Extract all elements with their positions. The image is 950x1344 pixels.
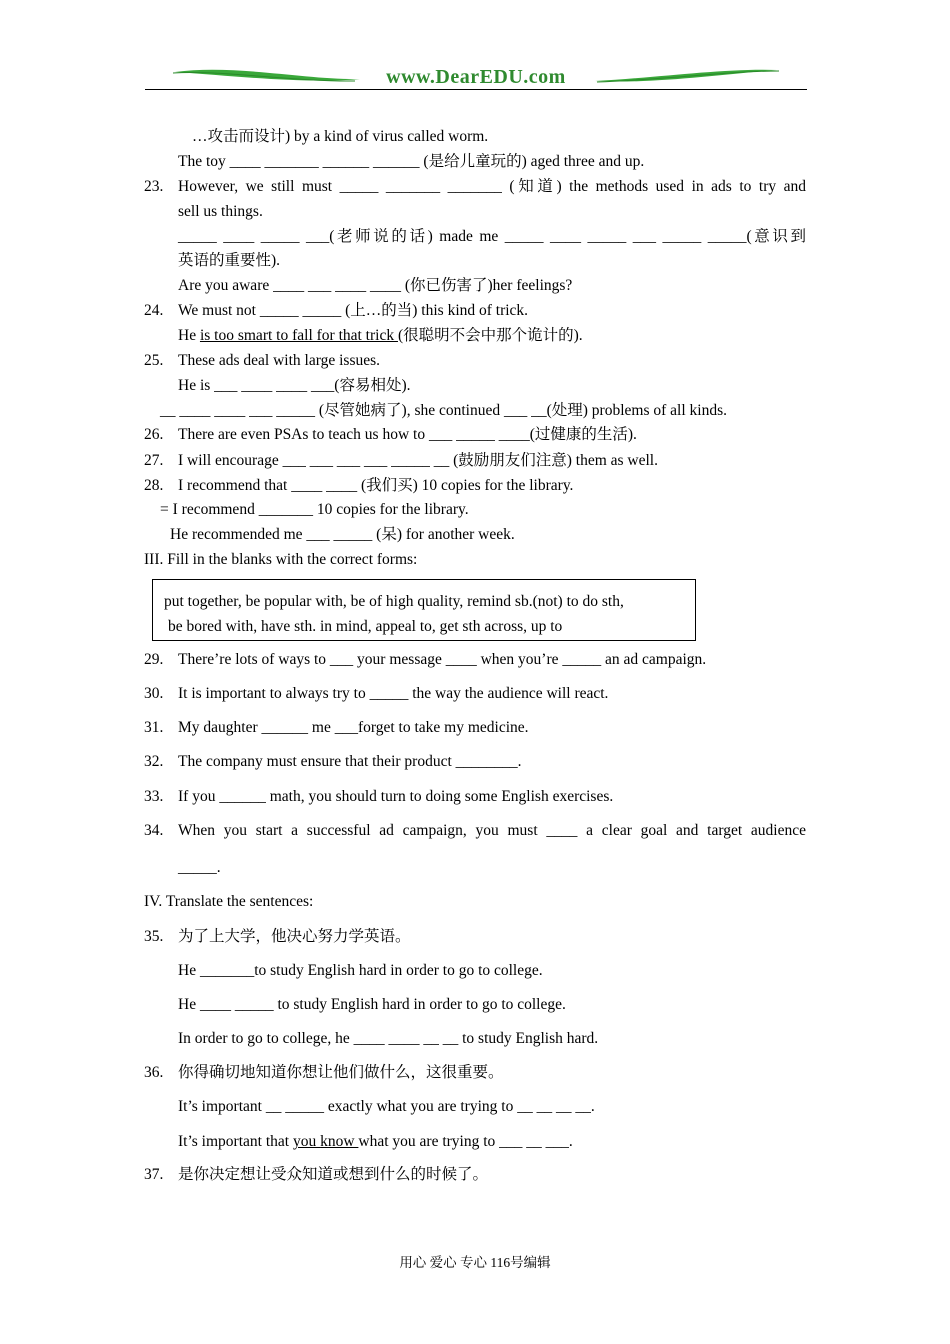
word-bank-line-2: be bored with, have sth. in mind, appeal to, get sth across, up to [168,618,563,635]
page-footer: 用心 爱心 专心 116号编辑 [399,1255,551,1270]
line-teacher-said: _____ ____ _____ ___(老师说的话) made me _____ ____ _____ ___ _____ _____(意识到 [178,228,806,245]
line-attack-text: …攻击而设计) by a kind of virus called worm. [192,128,489,145]
question-35-b: He ____ _____ to study English hard in order to go to college. [178,996,566,1013]
line-recommended-me: He recommended me ___ _____ (呆) for another week. [170,526,515,543]
logo-text: www.DearEDU.com [386,66,566,88]
item-number-31: 31. [144,719,164,736]
item-number-32: 32. [144,753,164,770]
line-although-ill: __ ____ ____ ___ _____ (尽管她病了), she continued ___ __(处理) problems of all kinds. [160,402,727,419]
question-35-c: In order to go to college, he ____ ____ __ __ to study English hard. [178,1030,599,1047]
word-bank-line-1: put together, be popular with, be of high quality, remind sb.(not) to do sth, [164,593,624,610]
item-number-33: 33. [144,788,164,805]
question-34: When you start a successful ad campaign, you must ____ a clear goal and target audience [178,822,806,839]
question-29: There’re lots of ways to ___ your message ____ when you’re _____ an ad campaign. [178,651,707,668]
question-36-chinese: 你得确切地知道你想让他们做什么，这很重要。 [178,1064,504,1081]
item-number-28: 28. [144,477,164,494]
item-number-34: 34. [144,822,164,839]
question-34-cont: _____. [178,859,221,876]
header-rule [145,89,807,90]
section-3-heading: III. Fill in the blanks with the correct forms: [144,551,418,568]
item-number-24: 24. [144,302,164,319]
question-31: My daughter ______ me ___forget to take my medicine. [178,719,529,736]
line-however: However, we still must _____ _______ _______ (知道) the methods used in ads to try and [178,178,806,195]
line-ads-deal: These ads deal with large issues. [178,352,381,369]
underlined-know: know [320,1133,359,1150]
question-37-chinese: 是你决定想让受众知道或想到什么的时候了。 [178,1166,489,1183]
line-aware: Are you aware ____ ___ ____ ____ (你已伤害了)her feelings? [178,277,573,294]
line-importance: 英语的重要性). [178,252,281,269]
item-number-26: 26. [144,426,164,443]
section-4-heading: IV. Translate the sentences: [144,893,314,910]
underlined-you: you [292,1133,321,1150]
underlined-answer: is too smart to fall for that trick [199,327,398,344]
line-toy: The toy ____ _______ ______ ______ (是给儿童玩的) aged three and up. [178,153,645,170]
item-number-36: 36. [144,1064,164,1081]
item-number-23: 23. [144,178,164,195]
line-easy-get-along: He is ___ ____ ____ ___(容易相处). [178,377,411,394]
question-35-a: He _______to study English hard in order to go to college. [178,962,543,979]
line-recommend-that: I recommend that ____ ____ (我们买) 10 copies for the library. [178,477,574,494]
question-33: If you ______ math, you should turn to doing some English exercises. [178,788,614,805]
line-recommend-eq: = I recommend _______ 10 copies for the library. [160,501,469,518]
item-number-35: 35. [144,928,164,945]
item-number-27: 27. [144,452,164,469]
item-number-37: 37. [144,1166,164,1183]
line-psas: There are even PSAs to teach us how to ___ _____ ____(过健康的生活). [178,426,637,443]
question-35-chinese: 为了上大学，他决心努力学英语。 [178,928,411,945]
line-encourage: I will encourage ___ ___ ___ ___ _____ __ (鼓励朋友们注意) them as well. [178,452,658,469]
item-number-30: 30. [144,685,164,702]
question-30: It is important to always try to _____ the way the audience will react. [178,685,609,702]
question-36-b: It’s important that you know what you are trying to ___ __ ___. [178,1133,573,1150]
line-too-smart: He is too smart to fall for that trick (很聪明不会中那个诡计的). [178,327,583,344]
question-36-a: It’s important __ _____ exactly what you are trying to __ __ __ __. [178,1098,595,1115]
item-number-25: 25. [144,352,164,369]
line-sell: sell us things. [178,203,263,220]
line-must-not: We must not _____ _____ (上…的当) this kind of trick. [178,302,529,319]
site-header-logo [145,62,807,92]
item-number-29: 29. [144,651,164,668]
question-32: The company must ensure that their product ________. [178,753,522,770]
